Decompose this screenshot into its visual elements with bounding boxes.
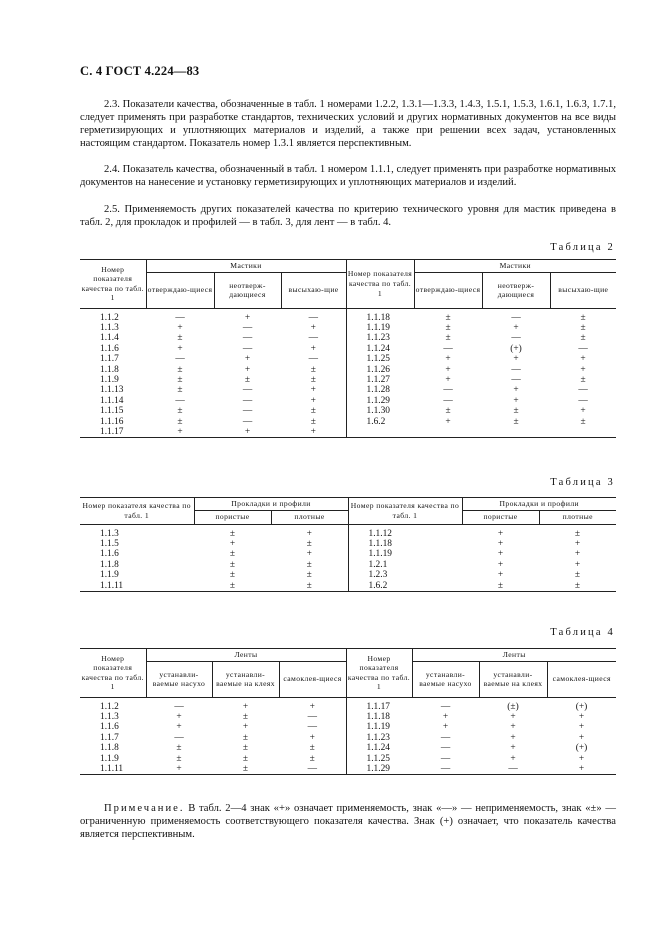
row-number: 1.1.18 xyxy=(368,538,392,549)
row-number: 1.1.28 xyxy=(366,385,390,396)
table3-sub-header: плотные xyxy=(271,510,348,524)
cell-value: + xyxy=(177,343,183,354)
row-number: 1.1.16 xyxy=(100,416,124,427)
cell-value: ± xyxy=(445,312,451,323)
cell-value: — xyxy=(440,763,451,774)
row-number: 1.1.23 xyxy=(366,333,390,344)
cell-value: + xyxy=(510,753,516,764)
table3 xyxy=(80,497,616,592)
cell-value: + xyxy=(244,364,251,375)
cell-value: ± xyxy=(580,374,586,385)
table4 xyxy=(80,648,616,775)
row-number: 1.1.19 xyxy=(368,549,392,560)
table4-right-col3 xyxy=(547,702,616,775)
table4-right-num-column xyxy=(347,702,413,775)
cell-value: + xyxy=(310,395,316,406)
row-number: 1.1.9 xyxy=(100,753,119,764)
row-number: 1.1.30 xyxy=(366,406,390,417)
cell-value: (±) xyxy=(507,701,519,712)
cell-value: — xyxy=(174,701,184,712)
cell-value: + xyxy=(177,426,183,437)
cell-value: ± xyxy=(177,333,183,344)
table3-caption: Таблица 3 xyxy=(550,477,615,488)
table2-right-num-column xyxy=(347,313,415,427)
cell-value: + xyxy=(497,528,504,539)
cell-value: — xyxy=(508,763,518,774)
cell-value: — xyxy=(511,312,521,323)
cell-value: ± xyxy=(574,570,581,581)
row-number: 1.1.4 xyxy=(100,333,119,344)
cell-value: — xyxy=(308,333,318,344)
table4-left-col3 xyxy=(279,702,346,775)
cell-value: + xyxy=(445,364,451,375)
cell-value: ± xyxy=(306,559,312,570)
row-number: 1.1.11 xyxy=(100,763,124,774)
cell-value: ± xyxy=(306,580,312,591)
cell-value: + xyxy=(229,538,236,549)
row-number: 1.1.7 xyxy=(100,732,119,743)
row-number: 1.1.12 xyxy=(368,528,392,539)
cell-value: ± xyxy=(574,528,581,539)
table4-sub-header: устанавли-ваемые на клеях xyxy=(212,661,279,697)
table2-sub-header: неотверж-дающиеся xyxy=(214,272,281,308)
cell-value: + xyxy=(310,343,316,354)
cell-value: — xyxy=(578,343,588,354)
cell-value: ± xyxy=(244,374,251,385)
table3-sub-header: плотные xyxy=(539,510,616,524)
table3-num-header-right: Номер показателя качества по табл. 1 xyxy=(348,498,462,525)
cell-value: + xyxy=(574,538,581,549)
cell-value: — xyxy=(440,701,451,712)
cell-value: — xyxy=(578,385,588,396)
row-number: 1.1.3 xyxy=(100,711,119,722)
cell-value: + xyxy=(445,354,451,365)
cell-value: ± xyxy=(513,406,519,417)
cell-value: — xyxy=(307,763,317,774)
cell-value: — xyxy=(242,406,253,417)
cell-value: ± xyxy=(229,528,236,539)
row-number: 1.1.8 xyxy=(100,559,119,570)
cell-value: ± xyxy=(580,416,586,427)
row-number: 1.1.6 xyxy=(100,549,119,560)
row-number: 1.2.3 xyxy=(368,570,388,581)
table2-left-num-column xyxy=(80,313,146,438)
cell-value: + xyxy=(242,722,249,733)
page-header: С. 4 ГОСТ 4.224—83 xyxy=(80,64,200,78)
table3-left-col2 xyxy=(271,529,348,591)
cell-value: + xyxy=(445,416,451,427)
table3-group-header: Прокладки и профили xyxy=(194,498,348,511)
note-paragraph xyxy=(80,802,616,842)
cell-value: ± xyxy=(229,580,236,591)
table4-sub-header: устанавли-ваемые насухо xyxy=(412,661,479,697)
cell-value: — xyxy=(175,395,185,406)
cell-value: ± xyxy=(242,732,249,743)
cell-value: + xyxy=(306,549,312,560)
cell-value: + xyxy=(497,538,504,549)
cell-value: — xyxy=(307,722,317,733)
table3-num-header: Номер показателя качества по табл. 1 xyxy=(80,498,194,525)
row-number: 1.6.2 xyxy=(366,416,386,427)
cell-value: + xyxy=(513,322,519,333)
cell-value: (+) xyxy=(575,743,588,754)
table4-group-header: Ленты xyxy=(146,649,346,662)
row-number: 1.1.7 xyxy=(100,354,119,365)
row-number: 1.1.9 xyxy=(100,570,119,581)
cell-value: — xyxy=(308,312,318,323)
row-number: 1.1.25 xyxy=(366,354,390,365)
cell-value: ± xyxy=(310,416,316,427)
paragraph-2-3: 2.3. Показатели качества, обозначенные в табл. 1 номерами 1.2.2, 1.3.1—1.3.3, 1.4.3, 1.5.1, 1.5.3, 1.6.1, 1.6.3, 1.7.1, следует применять при разработке стандартов, технических условий и других нормативных документов на все виды герметизирующих и уплотняющих материалов и изделий, а также при решении всех задач, установленных настоящим стандартом. Показатель номер 1.3.1 является перспективным. xyxy=(80,99,616,150)
cell-value: + xyxy=(580,364,586,375)
table4-num-header: Номер показателя качества по табл. 1 xyxy=(80,649,146,698)
row-number: 1.1.24 xyxy=(366,743,390,754)
table3-left-num-column xyxy=(80,529,194,591)
cell-value: ± xyxy=(574,580,581,591)
cell-value: — xyxy=(440,743,451,754)
row-number: 1.6.2 xyxy=(368,580,388,591)
row-number: 1.1.14 xyxy=(100,395,124,406)
cell-value: — xyxy=(443,385,453,396)
row-number: 1.1.15 xyxy=(100,406,124,417)
cell-value: — xyxy=(242,385,253,396)
cell-value: — xyxy=(242,343,253,354)
row-number: 1.1.8 xyxy=(100,364,119,375)
cell-value: (+) xyxy=(575,701,588,712)
table4-sub-header: устанавли-ваемые насухо xyxy=(146,661,212,697)
cell-value: — xyxy=(443,343,453,354)
table2-right-col1 xyxy=(414,313,482,427)
row-number: 1.1.29 xyxy=(366,395,390,406)
cell-value: ± xyxy=(176,753,182,764)
row-number: 1.1.3 xyxy=(100,528,119,539)
cell-value: — xyxy=(440,732,451,743)
note-label: Примечание. xyxy=(104,803,185,814)
cell-value: + xyxy=(310,385,316,396)
row-number: 1.1.18 xyxy=(366,312,390,323)
table4-num-header-right: Номер показателя качества по табл. 1 xyxy=(346,649,412,698)
cell-value: (+) xyxy=(510,343,522,354)
cell-value: — xyxy=(174,732,184,743)
cell-value: + xyxy=(513,385,519,396)
cell-value: + xyxy=(497,549,504,560)
row-number: 1.1.17 xyxy=(100,426,124,437)
cell-value: — xyxy=(443,395,453,406)
row-number: 1.1.29 xyxy=(366,763,390,774)
table4-left-col2 xyxy=(212,702,279,775)
row-number: 1.1.19 xyxy=(366,722,390,733)
table2 xyxy=(80,259,616,438)
cell-value: — xyxy=(511,364,521,375)
row-number: 1.1.23 xyxy=(366,732,390,743)
cell-value: + xyxy=(176,722,182,733)
table2-group-header-right: Мастики xyxy=(414,260,616,273)
row-number: 1.1.17 xyxy=(366,701,390,712)
cell-value: ± xyxy=(176,743,182,754)
cell-value: — xyxy=(242,395,253,406)
cell-value: ± xyxy=(309,753,315,764)
row-number: 1.1.26 xyxy=(366,364,390,375)
table2-right-col2 xyxy=(482,313,550,427)
cell-value: ± xyxy=(229,570,236,581)
cell-value: + xyxy=(306,528,312,539)
cell-value: — xyxy=(308,354,318,365)
table4-right-col2 xyxy=(479,702,547,775)
cell-value: + xyxy=(310,426,316,437)
cell-value: ± xyxy=(242,711,249,722)
cell-value: ± xyxy=(580,333,586,344)
cell-value: + xyxy=(513,395,519,406)
row-number: 1.2.1 xyxy=(368,559,388,570)
cell-value: + xyxy=(309,732,315,743)
table4-sub-header: самоклея-щиеся xyxy=(279,661,346,697)
table3-left-col1 xyxy=(194,529,271,591)
row-number: 1.1.13 xyxy=(100,385,124,396)
table3-sub-header: пористые xyxy=(194,510,271,524)
table2-group-header: Мастики xyxy=(146,260,346,273)
row-number: 1.1.24 xyxy=(366,343,390,354)
cell-value: + xyxy=(177,322,183,333)
cell-value: + xyxy=(578,711,585,722)
row-number: 1.1.8 xyxy=(100,743,119,754)
cell-value: + xyxy=(242,701,249,712)
cell-value: + xyxy=(442,711,449,722)
cell-value: + xyxy=(176,711,182,722)
cell-value: + xyxy=(445,374,451,385)
cell-value: — xyxy=(175,354,185,365)
note-text: В табл. 2—4 знак «+» означает применяемость, знак «—» — неприменяемость, знак «±» — ограниченную применяемость соответствующего показателя качества. Знак (+) означает, что показатель качества является перспективным. xyxy=(80,803,616,841)
cell-value: ± xyxy=(177,374,183,385)
cell-value: + xyxy=(244,312,251,323)
table3-right-col1 xyxy=(462,529,539,591)
cell-value: — xyxy=(578,395,588,406)
table2-left-col2 xyxy=(214,313,281,438)
cell-value: — xyxy=(307,711,317,722)
cell-value: ± xyxy=(306,570,312,581)
cell-value: ± xyxy=(445,322,451,333)
row-number: 1.1.18 xyxy=(366,711,390,722)
cell-value: ± xyxy=(242,753,249,764)
row-number: 1.1.11 xyxy=(100,580,124,591)
cell-value: ± xyxy=(177,416,183,427)
cell-value: — xyxy=(511,374,521,385)
table2-sub-header: высыхаю-щие xyxy=(281,272,346,308)
cell-value: + xyxy=(310,322,316,333)
cell-value: ± xyxy=(229,559,236,570)
table2-sub-header: неотверж-дающиеся xyxy=(482,272,550,308)
cell-value: + xyxy=(578,763,585,774)
paragraph-2-5: 2.5. Применяемость других показателей качества по критерию технического уровня для мастик приведена в табл. 2, для прокладок и профилей — в табл. 3, для лент — в табл. 4. xyxy=(80,204,616,229)
cell-value: + xyxy=(580,354,586,365)
table4-sub-header: устанавли-ваемые на клеях xyxy=(479,661,547,697)
cell-value: ± xyxy=(497,580,504,591)
cell-value: + xyxy=(497,570,504,581)
cell-value: ± xyxy=(306,538,312,549)
row-number: 1.1.6 xyxy=(100,722,119,733)
row-number: 1.1.5 xyxy=(100,538,119,549)
cell-value: ± xyxy=(242,743,249,754)
cell-value: ± xyxy=(310,374,316,385)
cell-value: ± xyxy=(445,406,451,417)
table2-sub-header: отверждаю-щиеся xyxy=(146,272,214,308)
cell-value: ± xyxy=(177,406,183,417)
cell-value: + xyxy=(510,732,516,743)
table2-caption: Таблица 2 xyxy=(550,242,615,253)
cell-value: ± xyxy=(177,364,183,375)
table2-sub-header: высыхаю-щие xyxy=(550,272,616,308)
cell-value: + xyxy=(578,732,585,743)
cell-value: + xyxy=(244,426,251,437)
table4-left-num-column xyxy=(80,702,146,775)
cell-value: ± xyxy=(445,333,451,344)
cell-value: + xyxy=(176,763,182,774)
cell-value: — xyxy=(175,312,185,323)
cell-value: + xyxy=(497,559,504,570)
table2-left-col1 xyxy=(146,313,214,438)
row-number: 1.1.9 xyxy=(100,374,119,385)
cell-value: ± xyxy=(580,312,586,323)
row-number: 1.1.6 xyxy=(100,343,119,354)
cell-value: — xyxy=(440,753,451,764)
cell-value: + xyxy=(510,743,516,754)
cell-value: + xyxy=(309,701,315,712)
table2-num-header: Номер показателя качества по табл. 1 xyxy=(80,260,146,309)
cell-value: + xyxy=(513,354,519,365)
cell-value: + xyxy=(574,549,581,560)
table2-left-col3 xyxy=(281,313,346,438)
row-number: 1.1.27 xyxy=(366,374,390,385)
table3-sub-header: пористые xyxy=(462,510,539,524)
cell-value: ± xyxy=(310,364,316,375)
cell-value: ± xyxy=(513,416,519,427)
row-number: 1.1.2 xyxy=(100,312,119,323)
table3-right-col2 xyxy=(539,529,616,591)
table4-caption: Таблица 4 xyxy=(550,627,615,638)
cell-value: ± xyxy=(310,406,316,417)
table2-sub-header: отверждаю-щиеся xyxy=(414,272,482,308)
cell-value: ± xyxy=(309,743,315,754)
table3-group-header-right: Прокладки и профили xyxy=(462,498,616,511)
row-number: 1.1.19 xyxy=(366,322,390,333)
table4-right-col1 xyxy=(412,702,479,775)
table2-num-header-right: Номер показателя качества по табл. 1 xyxy=(346,260,414,309)
cell-value: + xyxy=(580,406,586,417)
cell-value: ± xyxy=(177,385,183,396)
row-number: 1.1.25 xyxy=(366,753,390,764)
cell-value: + xyxy=(578,753,585,764)
cell-value: + xyxy=(574,559,581,570)
cell-value: ± xyxy=(580,322,586,333)
cell-value: — xyxy=(242,322,253,333)
table4-sub-header: самоклея-щиеся xyxy=(547,661,616,697)
table4-left-col1 xyxy=(146,702,212,775)
cell-value: ± xyxy=(242,763,249,774)
cell-value: + xyxy=(244,354,251,365)
cell-value: + xyxy=(578,722,585,733)
cell-value: + xyxy=(442,722,449,733)
table2-right-col3 xyxy=(550,313,616,427)
cell-value: + xyxy=(510,711,516,722)
cell-value: ± xyxy=(229,549,236,560)
row-number: 1.1.2 xyxy=(100,701,119,712)
paragraph-2-4: 2.4. Показатель качества, обозначенный в табл. 1 номером 1.1.1, следует применять при разработке нормативных документов на нанесение и установку герметизирующих и уплотняющих материалов и изделий. xyxy=(80,164,616,189)
table3-right-num-column xyxy=(349,529,463,591)
cell-value: — xyxy=(242,333,253,344)
cell-value: — xyxy=(511,333,521,344)
table4-group-header-right: Ленты xyxy=(412,649,616,662)
cell-value: — xyxy=(242,416,253,427)
row-number: 1.1.3 xyxy=(100,322,119,333)
cell-value: + xyxy=(510,722,516,733)
